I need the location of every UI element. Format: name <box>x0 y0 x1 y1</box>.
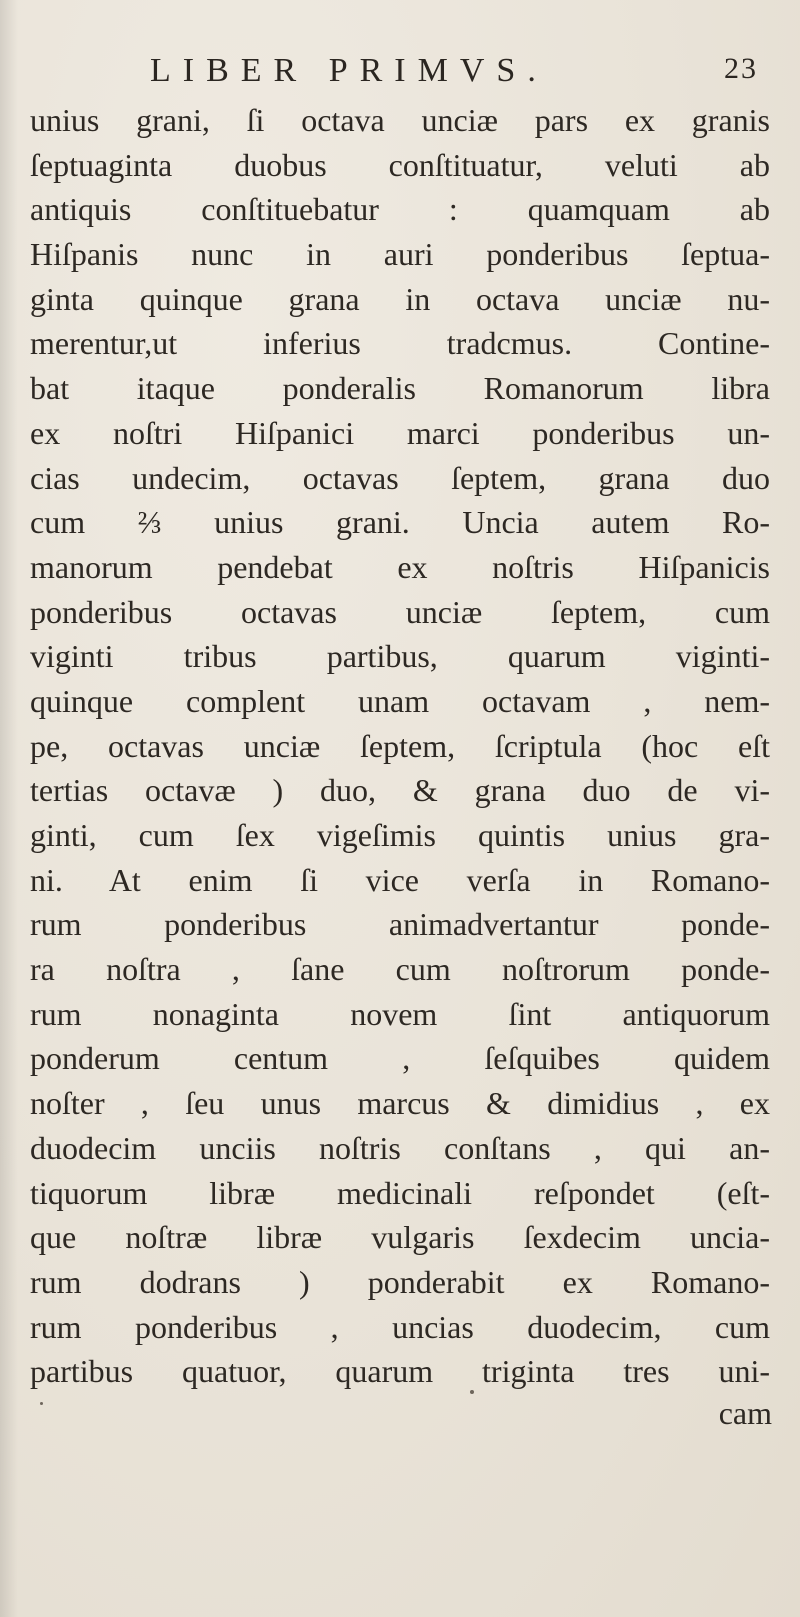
text-line: antiquis conſtituebatur : quamquam ab <box>30 191 770 228</box>
text-line: cum ⅔ unius grani. Uncia autem Ro- <box>30 504 770 541</box>
text-line: cias undecim, octavas ſeptem, grana duo <box>30 459 770 496</box>
text-line: ra noſtra , ſane cum noſtrorum ponde- <box>30 951 770 988</box>
text-line: duodecim unciis noſtris conſtans , qui an- <box>30 1129 770 1166</box>
text-line: ni. At enim ſi vice verſa in Romano- <box>30 861 770 898</box>
ink-speck <box>40 1402 43 1405</box>
text-line: unius grani, ſi octava unciæ pars ex granis <box>30 102 770 138</box>
running-title: LIBER PRIMVS. <box>150 52 548 89</box>
text-line: ſeptuaginta duobus conſtituatur, veluti ab <box>30 146 770 183</box>
text-line: ginta quinque grana in octava unciæ nu- <box>30 280 770 317</box>
text-line: rum ponderibus animadvertantur ponde- <box>30 906 770 943</box>
text-line: viginti tribus partibus, quarum viginti- <box>30 638 770 675</box>
text-line: ponderibus octavas unciæ ſeptem, cum <box>30 593 770 630</box>
text-line: ex noſtri Hiſpanici marci ponderibus un- <box>30 414 770 451</box>
text-line: tiquorum libræ medicinali reſpondet (eſt- <box>30 1174 770 1211</box>
ink-speck <box>470 1390 474 1394</box>
text-line: partibus quatuor, quarum triginta tres uni- <box>30 1353 770 1390</box>
text-line: noſter , ſeu unus marcus & dimidius , ex <box>30 1085 770 1122</box>
text-line: ponderum centum , ſeſquibes quidem <box>30 1040 770 1077</box>
text-line: pe, octavas unciæ ſeptem, ſcriptula (hoc eſt <box>30 727 770 764</box>
page-number: 23 <box>724 52 758 85</box>
text-line: Hiſpanis nunc in auri ponderibus ſeptua- <box>30 236 770 273</box>
text-line: manorum pendebat ex noſtris Hiſpanicis <box>30 548 770 585</box>
text-line: ginti, cum ſex vigeſimis quintis unius gra- <box>30 817 770 853</box>
page-gutter-shadow <box>0 0 18 1617</box>
text-line: bat itaque ponderalis Romanorum libra <box>30 370 770 407</box>
text-line: que noſtræ libræ vulgaris ſexdecim uncia- <box>30 1219 770 1256</box>
text-line: merentur,ut inferius tradcmus. Contine- <box>30 325 770 362</box>
page-header <box>150 52 770 96</box>
catchword: cam <box>718 1395 772 1431</box>
text-line: rum nonaginta novem ſint antiquorum <box>30 995 770 1032</box>
body-text <box>30 98 770 1394</box>
text-line: tertias octavæ ) duo, & grana duo de vi- <box>30 772 770 809</box>
text-line: rum dodrans ) ponderabit ex Romano- <box>30 1263 770 1300</box>
text-line: rum ponderibus , uncias duodecim, cum <box>30 1308 770 1345</box>
text-line: quinque complent unam octavam , nem- <box>30 682 770 719</box>
